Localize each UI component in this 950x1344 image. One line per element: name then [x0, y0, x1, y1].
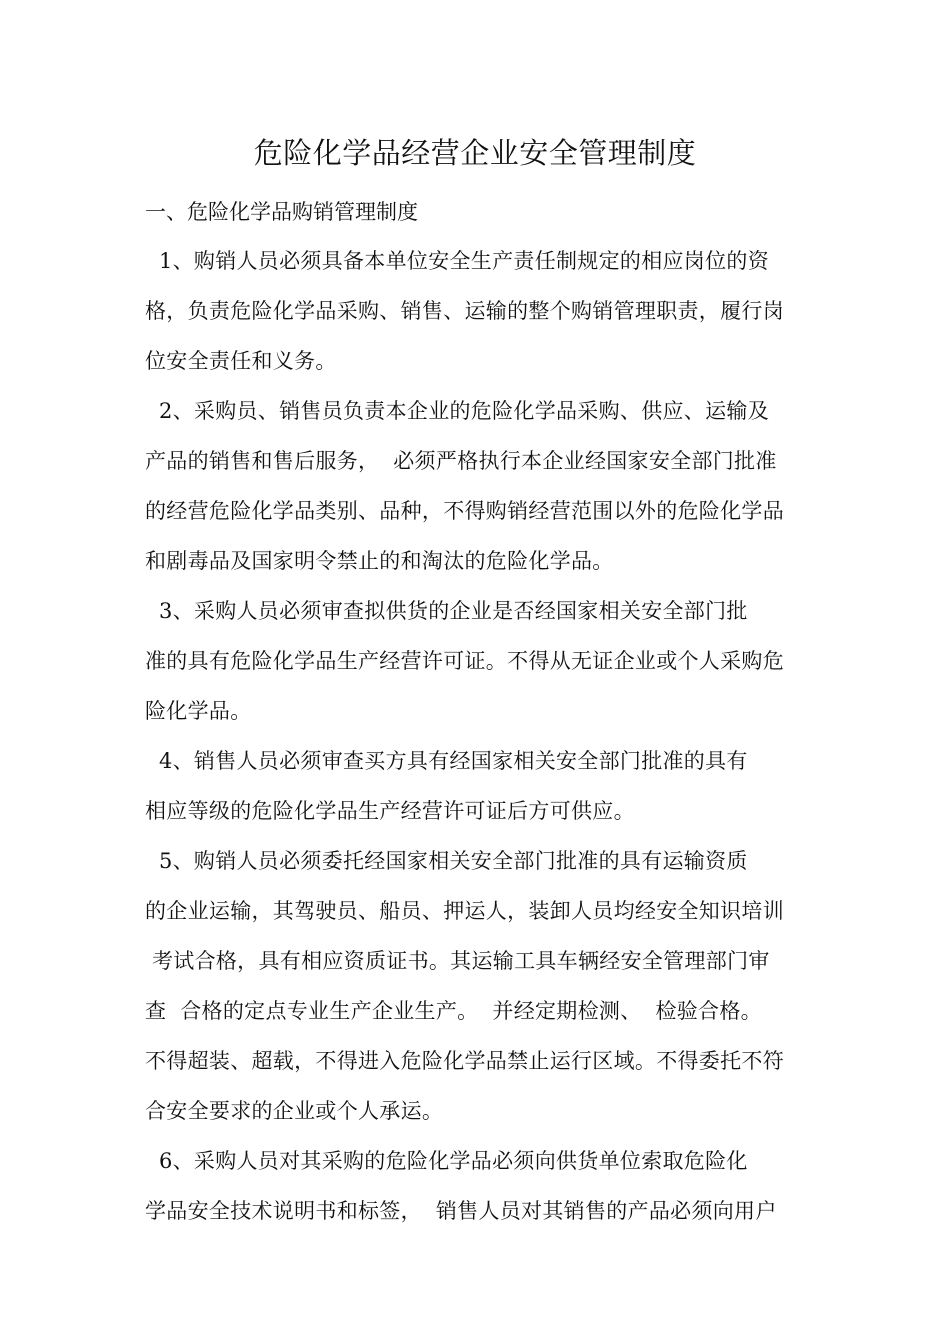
body-line: 4、销售人员必须审查买方具有经国家相关安全部门批准的具有 [145, 749, 748, 773]
body-line: 合安全要求的企业或个人承运。 [145, 1099, 444, 1123]
body-line: 位安全责任和义务。 [145, 349, 337, 373]
body-line: 和剧毒品及国家明令禁止的和淘汰的危险化学品。 [145, 549, 614, 573]
section-heading: 一、危险化学品购销管理制度 [145, 200, 418, 224]
body-line: 准的具有危险化学品生产经营许可证。不得从无证企业或个人采购危 [145, 649, 784, 673]
page-title: 危险化学品经营企业安全管理制度 [253, 136, 697, 170]
body-line: 学品安全技术说明书和标签， 销售人员对其销售的产品必须向用户 [145, 1199, 777, 1223]
body-line: 的经营危险化学品类别、品种，不得购销经营范围以外的危险化学品 [145, 499, 784, 523]
body-line: 考试合格，具有相应资质证书。其运输工具车辆经安全管理部门审 [145, 949, 770, 973]
body-line: 1、购销人员必须具备本单位安全生产责任制规定的相应岗位的资 [145, 249, 770, 273]
body-line: 查 合格的定点专业生产企业生产。 并经定期检测、 检验合格。 [145, 999, 762, 1023]
body-line: 6、采购人员对其采购的危险化学品必须向供货单位索取危险化 [145, 1149, 748, 1173]
body-line: 相应等级的危险化学品生产经营许可证后方可供应。 [145, 799, 635, 823]
body-line: 险化学品。 [145, 699, 252, 723]
body-line: 2、采购员、销售员负责本企业的危险化学品采购、供应、运输及 [145, 399, 770, 423]
body-line: 的企业运输，其驾驶员、船员、押运人，装卸人员均经安全知识培训 [145, 899, 784, 923]
body-line: 3、采购人员必须审查拟供货的企业是否经国家相关安全部门批 [145, 599, 748, 623]
body-line: 5、购销人员必须委托经国家相关安全部门批准的具有运输资质 [145, 849, 748, 873]
body-line: 不得超装、超载，不得进入危险化学品禁止运行区域。不得委托不符 [145, 1049, 784, 1073]
body-line: 格，负责危险化学品采购、销售、运输的整个购销管理职责，履行岗 [145, 299, 784, 323]
body-line: 产品的销售和售后服务， 必须严格执行本企业经国家安全部门批准 [145, 449, 777, 473]
